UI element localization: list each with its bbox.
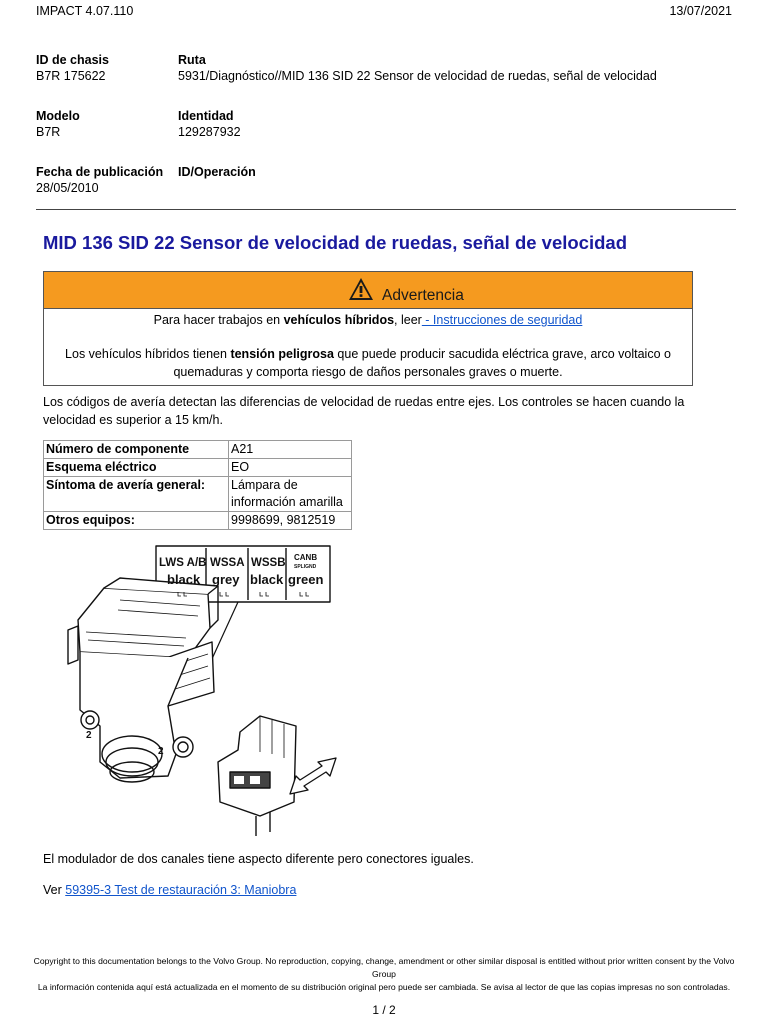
restoration-test-link[interactable]: 59395-3 Test de restauración 3: Maniobra (65, 883, 297, 897)
pubdate-label: Fecha de publicación (36, 165, 164, 179)
warning-text: Para hacer trabajos en (153, 313, 284, 327)
connector-color: green (288, 572, 324, 587)
warning-header (44, 272, 692, 309)
chassis-value: B7R 175622 (36, 69, 106, 83)
connector-sublabel: SPLIGND (294, 564, 317, 570)
table-row (44, 441, 352, 459)
table-key: Número de componente (44, 441, 229, 459)
table-key: Síntoma de avería general: (44, 477, 229, 512)
intro-paragraph: Los códigos de avería detectan las diferencias de velocidad de ruedas entre ejes. Los controles se hacen cuando la velocidad es superior a 15 km/h. (43, 395, 685, 427)
safety-instructions-link[interactable]: - Instrucciones de seguridad (421, 313, 583, 327)
port-number: 2 (86, 730, 92, 741)
warning-bold-text: tensión peligrosa (230, 347, 334, 361)
connector-label: CANB (294, 553, 318, 562)
page-number: 1 / 2 (372, 1003, 396, 1017)
warning-line-hybrid (54, 311, 682, 329)
connector-label: LWS A/B (159, 557, 207, 569)
footer (30, 955, 738, 994)
app-version: IMPACT 4.07.110 (36, 4, 134, 18)
table-row (44, 459, 352, 477)
route-label: Ruta (178, 53, 206, 67)
warning-triangle-icon (348, 277, 374, 301)
model-label: Modelo (36, 109, 80, 123)
warning-text: , leer (394, 313, 422, 327)
operation-field (178, 165, 256, 179)
identity-field (178, 109, 241, 139)
warning-box (43, 271, 693, 386)
header-divider (36, 209, 736, 210)
chassis-field (36, 53, 109, 83)
warning-line-voltage (54, 345, 682, 381)
modulator-note: El modulador de dos canales tiene aspecto diferente pero conectores iguales. (43, 852, 474, 866)
operation-label: ID/Operación (178, 165, 256, 179)
warning-body (44, 309, 692, 385)
table-value: Lámpara de información amarilla (229, 477, 352, 512)
connector-label: WSSA (210, 557, 245, 569)
table-key: Otros equipos: (44, 512, 229, 530)
warning-bold-text: vehículos híbridos (283, 313, 395, 327)
port-number: 2 (158, 746, 164, 757)
connector-color: black (167, 572, 201, 587)
connector-color: black (250, 572, 284, 587)
warning-text: que puede producir sacudida eléctrica grave, arco voltaico o quemaduras y comporta riesgo de daños personales graves o muerte. (173, 347, 671, 379)
copyright-notice: Copyright to this documentation belongs to the Volvo Group. No reproduction, copying, change, amendment or other similar disposal is entitled without prior written consent by the Volvo Group (33, 956, 735, 979)
pubdate-value: 28/05/2010 (36, 181, 99, 195)
modulator-illustration (60, 540, 350, 840)
see-also (43, 883, 296, 897)
table-value: A21 (229, 441, 352, 459)
model-field (36, 109, 80, 139)
identity-value: 129287932 (178, 125, 241, 139)
warning-heading: Advertencia (382, 287, 464, 304)
table-value: EO (229, 459, 352, 477)
pubdate-field (36, 165, 163, 195)
connector-color: grey (212, 572, 240, 587)
distribution-notice: La información contenida aquí está actualizada en el momento de su distribución original pero puede ser cambiada. Se avisa al lector de que las copias impresas no son controladas. (37, 982, 731, 992)
table-row (44, 512, 352, 530)
route-value: 5931/Diagnóstico//MID 136 SID 22 Sensor de velocidad de ruedas, señal de velocidad (178, 69, 657, 83)
table-value: 9998699, 9812519 (229, 512, 352, 530)
table-key: Esquema eléctrico (44, 459, 229, 477)
chassis-label: ID de chasis (36, 53, 109, 67)
route-field (178, 53, 657, 83)
page-title: MID 136 SID 22 Sensor de velocidad de ruedas, señal de velocidad (43, 232, 628, 253)
connector-label: WSSB (251, 557, 286, 569)
see-also-prefix: Ver (43, 883, 66, 897)
identity-label: Identidad (178, 109, 234, 123)
table-row (44, 477, 352, 512)
warning-text: Los vehículos híbridos tienen (65, 347, 231, 361)
component-table (43, 440, 352, 530)
model-value: B7R (36, 125, 61, 139)
document-header (36, 4, 732, 18)
print-date: 13/07/2021 (669, 4, 732, 18)
direction-arrow-icon (290, 758, 336, 794)
